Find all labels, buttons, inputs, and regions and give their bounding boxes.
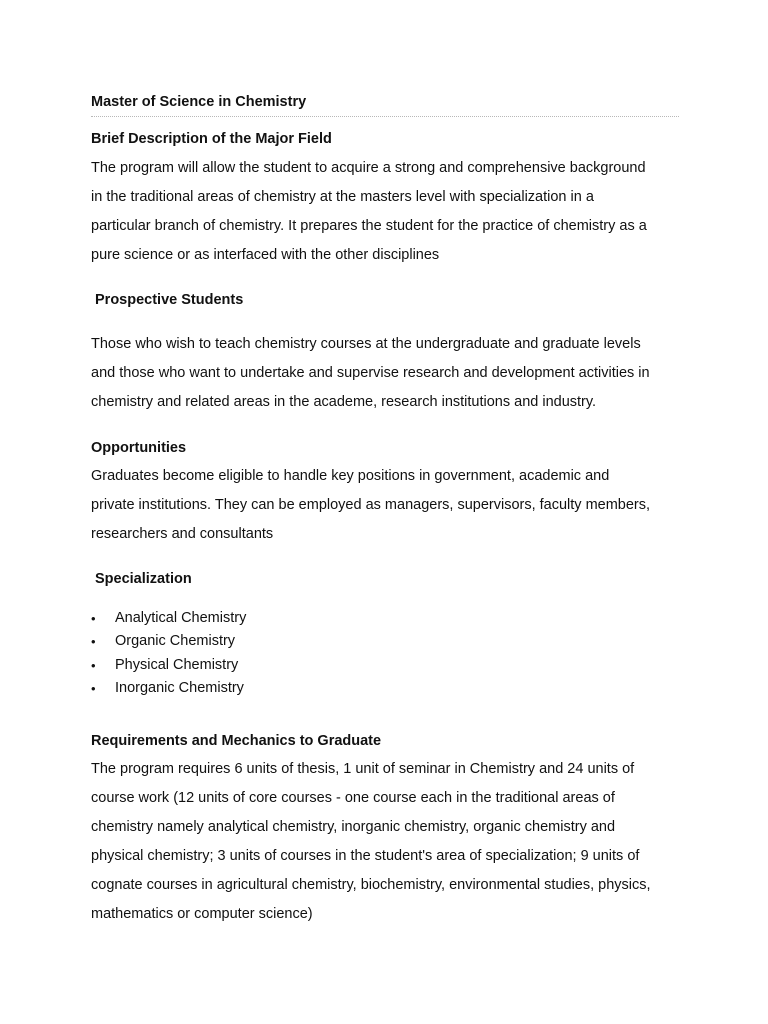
page-title: Master of Science in Chemistry <box>91 94 307 110</box>
paragraph-line: The program requires 6 units of thesis, 1 unit of seminar in Chemistry and 24 units of <box>91 761 635 777</box>
list-item-label: Organic Chemistry <box>115 633 236 650</box>
paragraph-line: cognate courses in agricultural chemistry, biochemistry, environmental studies, physics, <box>91 877 651 893</box>
section-body-prospective-students <box>91 330 691 417</box>
paragraph-line: Graduates become eligible to handle key positions in government, academic and <box>91 468 610 484</box>
bullet-icon: • <box>91 680 96 696</box>
list-item <box>91 677 246 700</box>
paragraph-line: mathematics or computer science) <box>91 906 313 922</box>
paragraph-line: chemistry and related areas in the academe, research institutions and industry. <box>91 394 597 410</box>
paragraph-line: in the traditional areas of chemistry at the masters level with specialization in a <box>91 189 594 205</box>
title-divider <box>91 116 679 117</box>
section-heading-requirements: Requirements and Mechanics to Graduate <box>91 733 382 749</box>
bullet-icon: • <box>91 611 96 626</box>
list-item <box>91 654 246 677</box>
paragraph-line: Those who wish to teach chemistry courses at the undergraduate and graduate levels <box>91 336 641 352</box>
paragraph-line: physical chemistry; 3 units of courses in the student's area of specialization; 9 units of <box>91 848 640 864</box>
paragraph-line: researchers and consultants <box>91 526 274 542</box>
paragraph-line: chemistry namely analytical chemistry, inorganic chemistry, organic chemistry and <box>91 819 616 835</box>
section-heading-specialization: Specialization <box>95 571 192 587</box>
section-body-brief-description <box>91 154 691 270</box>
section-body-opportunities <box>91 462 691 549</box>
list-item <box>91 630 246 653</box>
bullet-icon: • <box>91 657 96 673</box>
list-item <box>91 607 246 630</box>
list-item-label: Inorganic Chemistry <box>115 679 244 696</box>
specialization-list <box>91 607 246 700</box>
section-heading-prospective-students: Prospective Students <box>95 292 244 308</box>
section-heading-brief-description: Brief Description of the Major Field <box>91 131 332 147</box>
list-item-label: Analytical Chemistry <box>115 610 247 626</box>
bullet-icon: • <box>91 634 96 650</box>
section-body-requirements <box>91 755 691 929</box>
paragraph-line: course work (12 units of core courses - one course each in the traditional areas of <box>91 790 615 806</box>
list-item-label: Physical Chemistry <box>115 656 239 673</box>
section-heading-opportunities: Opportunities <box>91 440 187 456</box>
paragraph-line: particular branch of chemistry. It prepares the student for the practice of chemistry as a <box>91 218 647 234</box>
paragraph-line: private institutions. They can be employed as managers, supervisors, faculty members, <box>91 497 651 513</box>
paragraph-line: The program will allow the student to acquire a strong and comprehensive background <box>91 160 646 176</box>
paragraph-line: and those who want to undertake and supervise research and development activities in <box>91 365 650 381</box>
paragraph-line: pure science or as interfaced with the other disciplines <box>91 247 440 263</box>
